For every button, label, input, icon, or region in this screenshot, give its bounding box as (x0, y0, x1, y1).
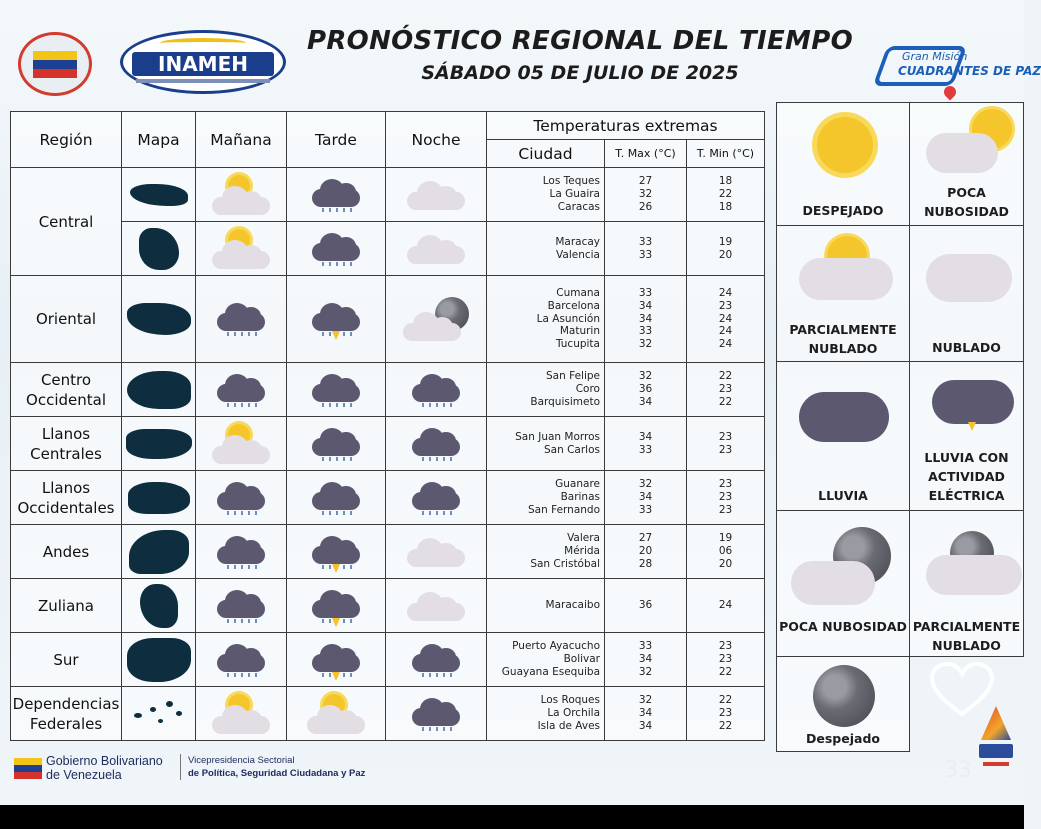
tmin-values: 24 23 24 24 24 (687, 276, 765, 363)
legend-parcialmente-nublado: PARCIALMENTE NUBLADO (776, 225, 910, 362)
icon-rain (196, 363, 287, 417)
tmin-values: 18 22 18 (687, 168, 765, 222)
tmax-values: 33 34 34 33 32 (605, 276, 687, 363)
table-row (11, 417, 765, 471)
cloud-icon (926, 133, 998, 173)
tmin-values: 23 23 (687, 417, 765, 471)
tmax-values: 27 32 26 (605, 168, 687, 222)
header-city: Ciudad (487, 140, 605, 168)
header-temperatures: Temperaturas extremas (487, 112, 765, 140)
table-row (11, 471, 765, 525)
header-region: Región (11, 112, 122, 168)
tmax-values: 33 34 32 (605, 633, 687, 687)
tmax-values: 32 34 33 (605, 471, 687, 525)
legend-despejado: DESPEJADO (776, 102, 910, 226)
region-name: Llanos Centrales (11, 417, 122, 471)
region-map-islands (122, 687, 196, 741)
region-name: Central (11, 168, 122, 276)
legend-noche-despejado: Despejado (776, 656, 910, 752)
inameh-logo-text: INAMEH (132, 52, 274, 76)
region-name: Sur (11, 633, 122, 687)
header-map: Mapa (122, 112, 196, 168)
venezuela-flag-logo (18, 32, 92, 96)
city-list: Valera Mérida San Cristóbal (487, 525, 605, 579)
city-list: Puerto Ayacucho Bolivar Guayana Esequiba (487, 633, 605, 687)
flag-icon (14, 758, 42, 780)
header-afternoon: Tarde (287, 112, 386, 168)
icon-partly-cloudy (287, 687, 386, 741)
icon-cloudy (386, 579, 487, 633)
gobierno-bolivariano-logo: Gobierno Bolivariano de Venezuela (14, 754, 184, 784)
table-row (11, 168, 765, 222)
moon-icon (813, 665, 875, 727)
icon-storm (287, 633, 386, 687)
icon-rain (386, 687, 487, 741)
tmax-values: 33 33 (605, 222, 687, 276)
table-row (11, 579, 765, 633)
region-map (139, 228, 179, 270)
table-row (11, 276, 765, 363)
region-map (130, 184, 188, 206)
region-name: Oriental (11, 276, 122, 363)
sun-icon (817, 117, 873, 173)
city-list: Maracay Valencia (487, 222, 605, 276)
icon-rain (196, 579, 287, 633)
storm-cloud-icon (932, 380, 1014, 424)
region-name: Zuliana (11, 579, 122, 633)
icon-storm (287, 525, 386, 579)
icon-rain (386, 363, 487, 417)
tmax-values: 27 20 28 (605, 525, 687, 579)
region-map (127, 638, 191, 682)
page-date: SÁBADO 05 DE JULIO DE 2025 (421, 62, 739, 84)
region-name: Dependencias Federales (11, 687, 122, 741)
icon-partly-cloudy (196, 168, 287, 222)
icon-rain (287, 417, 386, 471)
table-row (11, 222, 765, 276)
icon-cloudy (386, 222, 487, 276)
icon-rain (287, 363, 386, 417)
icon-rain (196, 471, 287, 525)
city-list: Guanare Barinas San Fernando (487, 471, 605, 525)
icon-partly-cloudy (196, 222, 287, 276)
region-map (126, 429, 192, 459)
tmin-values: 19 20 (687, 222, 765, 276)
city-list: San Juan Morros San Carlos (487, 417, 605, 471)
cuadrantes-de-paz-logo: Gran Misión CUADRANTES DE PAZ (870, 28, 1024, 100)
city-list: Los Teques La Guaira Caracas (487, 168, 605, 222)
region-name: Llanos Occidentales (11, 471, 122, 525)
table-row (11, 633, 765, 687)
icon-rain (196, 633, 287, 687)
icon-cloudy (386, 168, 487, 222)
icon-partly-cloudy (196, 687, 287, 741)
header-night: Noche (386, 112, 487, 168)
legend-lluvia: LLUVIA (776, 361, 910, 511)
icon-storm (287, 579, 386, 633)
inameh-logo (120, 30, 286, 94)
legend-lluvia-electrica: LLUVIA CON ACTIVIDAD ELÉCTRICA (909, 361, 1024, 511)
city-list: Cumana Barcelona La Asunción Maturin Tucupita (487, 276, 605, 363)
rain-cloud-icon (799, 392, 889, 442)
tmax-values: 34 33 (605, 417, 687, 471)
region-map (127, 303, 191, 335)
legend-poca-nubosidad: POCA NUBOSIDAD (909, 102, 1024, 226)
region-map (129, 530, 189, 574)
tmin-values: 22 23 22 (687, 687, 765, 741)
legend-noche-poca-nubosidad: POCA NUBOSIDAD (776, 510, 910, 657)
icon-rain (386, 471, 487, 525)
tmax-values: 32 36 34 (605, 363, 687, 417)
icon-partly-cloudy (196, 417, 287, 471)
header-tmax: T. Max (°C) (605, 140, 687, 168)
region-map (128, 482, 190, 514)
icon-rain (287, 471, 386, 525)
tmin-values: 23 23 23 (687, 471, 765, 525)
icon-rain (287, 168, 386, 222)
page-title: PRONÓSTICO REGIONAL DEL TIEMPO (307, 26, 853, 56)
table-row (11, 363, 765, 417)
cloud-icon (926, 555, 1022, 595)
header-tmin: T. Min (°C) (687, 140, 765, 168)
tmin-values: 24 (687, 579, 765, 633)
header-morning: Mañana (196, 112, 287, 168)
tmax-values: 36 (605, 579, 687, 633)
icon-cloudy (386, 525, 487, 579)
icon-rain (196, 276, 287, 363)
bicentenario-logo (975, 706, 1019, 780)
tmin-values: 22 23 22 (687, 363, 765, 417)
region-map (140, 584, 178, 628)
icon-storm (287, 276, 386, 363)
region-name: Centro Occidental (11, 363, 122, 417)
icon-rain (287, 222, 386, 276)
city-list: Maracaibo (487, 579, 605, 633)
view-count: 33 (944, 758, 972, 783)
vicepresidencia-logo: Vicepresidencia Sectorial de Política, Seguridad Ciudadana y Paz (180, 754, 365, 780)
icon-rain (386, 417, 487, 471)
icon-moon-cloud (386, 276, 487, 363)
region-name: Andes (11, 525, 122, 579)
city-list: San Felipe Coro Barquisimeto (487, 363, 605, 417)
icon-rain (196, 525, 287, 579)
legend-nublado: NUBLADO (909, 225, 1024, 362)
bottom-bar (0, 805, 1024, 829)
cloud-icon (926, 254, 1012, 302)
tmin-values: 19 06 20 (687, 525, 765, 579)
lightning-icon (968, 422, 976, 431)
forecast-table (10, 111, 765, 741)
table-row (11, 687, 765, 741)
icon-rain (386, 633, 487, 687)
cloud-icon (791, 561, 875, 605)
cloud-icon (799, 258, 893, 300)
legend-noche-parcialmente-nublado: PARCIALMENTE NUBLADO (909, 510, 1024, 657)
region-map (127, 371, 191, 409)
city-list: Los Roques La Orchila Isla de Aves (487, 687, 605, 741)
table-row (11, 525, 765, 579)
tmin-values: 23 23 22 (687, 633, 765, 687)
tmax-values: 32 34 34 (605, 687, 687, 741)
